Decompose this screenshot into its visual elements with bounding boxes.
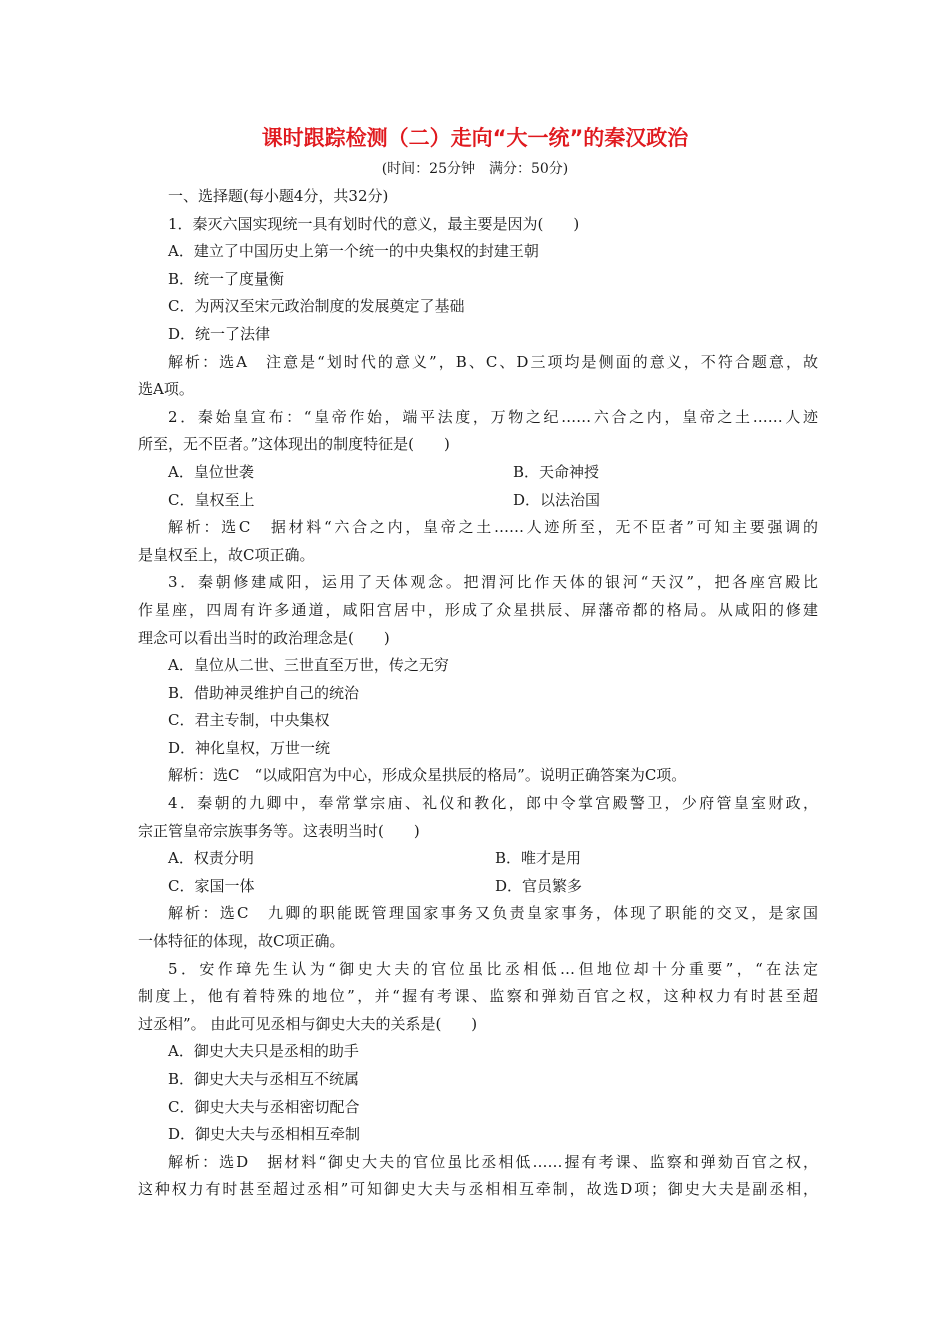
- q5-analysis-line-2: 这种权力有时甚至超过丞相”可知御史大夫与丞相相互牵制，故选D项；御史大夫是副丞相，: [138, 1180, 818, 1199]
- page-title: 课时跟踪检测（二）走向“大一统”的秦汉政治: [261, 126, 689, 150]
- q2-options-row-2: [138, 487, 818, 515]
- q5-stem-line-1: 5．安作璋先生认为“御史大夫的官位虽比丞相低…但地位却十分重要”，“在法定: [168, 959, 818, 978]
- q2-stem-line-2: 所至，无不臣者。”这体现出的制度特征是( ): [138, 435, 450, 454]
- q4-analysis-line-2: 一体特征的体现，故C项正确。: [138, 932, 345, 951]
- q4-options-row-2: [138, 873, 818, 901]
- time-score-info: (时间：25分钟 满分：50分): [381, 161, 569, 177]
- q3-stem-line-2: 作星座，四周有许多通道，咸阳宫居中，形成了众星拱辰、屏藩帝都的格局。从咸阳的修建: [138, 600, 818, 619]
- q2-option-d: D．以法治国: [513, 490, 601, 509]
- q4-analysis-line-1: 解析：选C 九卿的职能既管理国家事务又负责皇家事务，体现了职能的交叉，是家国: [168, 904, 818, 923]
- q4-option-b: B．唯才是用: [495, 849, 582, 868]
- q1-option-b: B．统一了度量衡: [168, 269, 285, 288]
- q3-stem-line-1: 3．秦朝修建咸阳，运用了天体观念。把渭河比作天体的银河“天汉”，把各座宫殿比: [168, 573, 818, 592]
- q2-analysis-line-2: 是皇权至上，故C项正确。: [138, 545, 315, 564]
- q2-option-c: C．皇权至上: [168, 490, 255, 509]
- q3-stem-line-3: 理念可以看出当时的政治理念是( ): [138, 628, 390, 647]
- q5-stem-line-3: 过丞相”。 由此可见丞相与御史大夫的关系是( ): [138, 1014, 478, 1033]
- q4-options-row-1: [138, 845, 818, 873]
- q4-stem-line-1: 4．秦朝的九卿中，奉常掌宗庙、礼仪和教化，郎中令掌宫殿警卫，少府管皇室财政，: [168, 794, 818, 813]
- q3-option-c: C．君主专制，中央集权: [168, 711, 330, 730]
- q1-analysis-line-2: 选A项。: [138, 380, 194, 399]
- q5-option-a: A．御史大夫只是丞相的助手: [168, 1042, 359, 1061]
- q2-analysis-line-1: 解析：选C 据材料“六合之内，皇帝之土……人迹所至，无不臣者”可知主要强调的: [168, 518, 818, 537]
- q4-stem-line-2: 宗正管皇帝宗族事务等。这表明当时( ): [138, 821, 420, 840]
- q3-option-a: A．皇位从二世、三世直至万世，传之无穷: [168, 656, 449, 675]
- q2-stem-line-1: 2．秦始皇宣布：“皇帝作始，端平法度，万物之纪……六合之内，皇帝之土……人迹: [168, 407, 818, 426]
- q1-option-c: C．为两汉至宋元政治制度的发展奠定了基础: [168, 297, 465, 316]
- q1-option-d: D．统一了法律: [168, 324, 271, 343]
- q1-stem: 1．秦灭六国实现统一具有划时代的意义，最主要是因为( ): [168, 214, 580, 233]
- q5-option-c: C．御史大夫与丞相密切配合: [168, 1097, 360, 1116]
- q5-option-d: D．御史大夫与丞相相互牵制: [168, 1125, 361, 1144]
- section-heading: 一、选择题(每小题4分，共32分): [168, 187, 389, 205]
- q5-stem-line-2: 制度上，他有着特殊的地位”，并“握有考课、监察和弹劾百官之权，这种权力有时甚至超: [138, 987, 818, 1006]
- q3-analysis-line-1: 解析：选C “以咸阳宫为中心，形成众星拱辰的格局”。说明正确答案为C项。: [168, 766, 687, 785]
- q1-option-a: A．建立了中国历史上第一个统一的中央集权的封建王朝: [168, 242, 539, 261]
- q2-options-row-1: [138, 459, 818, 487]
- q4-option-a: A．权责分明: [168, 849, 254, 868]
- q1-analysis-line-1: 解析：选A 注意是“划时代的意义”，B、C、D三项均是侧面的意义，不符合题意，故: [168, 352, 818, 371]
- q3-option-d: D．神化皇权，万世一统: [168, 738, 331, 757]
- q5-analysis-line-1: 解析：选D 据材料“御史大夫的官位虽比丞相低……握有考课、监察和弹劾百官之权，: [168, 1152, 818, 1171]
- q4-option-c: C．家国一体: [168, 876, 255, 895]
- q4-option-d: D．官员繁多: [495, 876, 583, 895]
- q2-option-a: A．皇位世袭: [168, 462, 254, 481]
- q3-option-b: B．借助神灵维护自己的统治: [168, 683, 360, 702]
- q2-option-b: B．天命神授: [513, 462, 600, 481]
- question-body: [138, 183, 818, 1204]
- q5-option-b: B．御史大夫与丞相互不统属: [168, 1070, 360, 1088]
